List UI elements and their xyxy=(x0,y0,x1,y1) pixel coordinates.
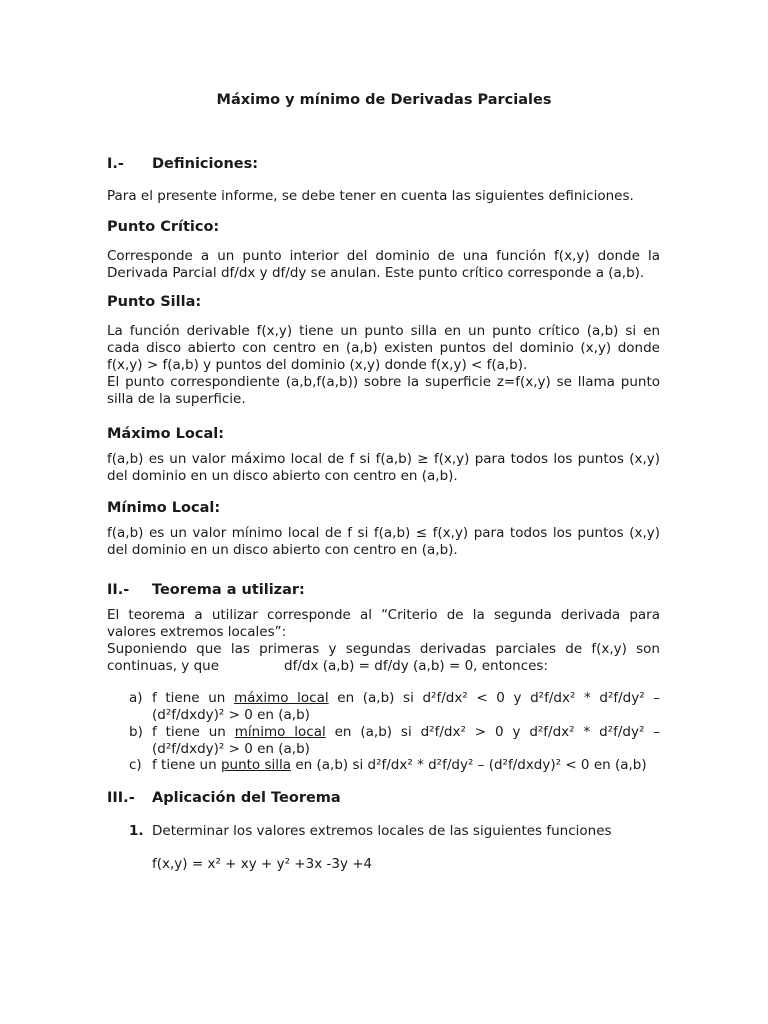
punto-critico-paragraph xyxy=(107,248,660,282)
section-2-title: Teorema a utilizar: xyxy=(152,582,305,598)
paragraph-line: cada disco abierto con centro en (a,b) existen puntos del dominio (x,y) donde xyxy=(107,340,660,356)
function-expression: f(x,y) = x² + xy + y² +3x -3y +4 xyxy=(152,856,373,872)
exercise-number: 1. xyxy=(129,823,144,839)
section-1-intro: Para el presente informe, se debe tener en cuenta las siguientes definiciones. xyxy=(107,188,634,204)
item-line: f tiene un mínimo local en (a,b) si d²f/dx² > 0 y d²f/dx² * d²f/dy² – xyxy=(152,724,660,740)
paragraph-line: f(a,b) es un valor mínimo local de f si f(a,b) ≤ f(x,y) para todos los puntos (x,y) xyxy=(107,525,660,541)
paragraph-line: f(x,y) > f(a,b) y puntos del dominio (x,y) donde f(x,y) < f(a,b). xyxy=(107,357,528,373)
minimo-local-term: mínimo local xyxy=(234,724,326,740)
exercise-text: Determinar los valores extremos locales de las siguientes funciones xyxy=(152,823,612,839)
section-1-title: Definiciones: xyxy=(152,156,259,172)
maximo-local-heading: Máximo Local: xyxy=(107,426,225,442)
paragraph-line: La función derivable f(x,y) tiene un punto silla en un punto crítico (a,b) si en xyxy=(107,323,660,339)
section-2-number: II.- xyxy=(107,582,130,598)
punto-silla-term: punto silla xyxy=(220,757,292,773)
paragraph-line: valores extremos locales”: xyxy=(107,624,287,640)
paragraph-line: Suponiendo que las primeras y segundas derivadas parciales de f(x,y) son xyxy=(107,641,660,657)
paragraph-line: silla de la superficie. xyxy=(107,391,246,407)
maximo-local-paragraph xyxy=(107,451,660,485)
theorem-condition: df/dx (a,b) = df/dy (a,b) = 0, entonces: xyxy=(284,658,549,674)
item-c-text xyxy=(152,757,660,774)
item-a-text xyxy=(152,690,660,724)
item-a-label: a) xyxy=(129,690,143,706)
paragraph-line: El teorema a utilizar corresponde al “Criterio de la segunda derivada para xyxy=(107,607,660,623)
paragraph-line: f(a,b) es un valor máximo local de f si f(a,b) ≥ f(x,y) para todos los puntos (x,y) xyxy=(107,451,660,467)
punto-silla-paragraph xyxy=(107,323,660,408)
section-3-title: Aplicación del Teorema xyxy=(152,790,341,806)
paragraph-line: del dominio en un disco abierto con centro en (a,b). xyxy=(107,468,458,484)
item-line: (d²f/dxdy)² > 0 en (a,b) xyxy=(152,707,310,723)
paragraph-line: Corresponde a un punto interior del dominio de una función f(x,y) donde la xyxy=(107,248,660,264)
paragraph-line: Derivada Parcial df/dx y df/dy se anulan. Este punto crítico corresponde a (a,b). xyxy=(107,265,645,281)
maximo-local-term: máximo local xyxy=(233,690,329,706)
item-b-text xyxy=(152,724,660,758)
punto-critico-heading: Punto Crítico: xyxy=(107,219,220,235)
minimo-local-paragraph xyxy=(107,525,660,559)
minimo-local-heading: Mínimo Local: xyxy=(107,500,221,516)
document-title: Máximo y mínimo de Derivadas Parciales xyxy=(216,92,552,108)
item-b-label: b) xyxy=(129,724,143,740)
item-c-label: c) xyxy=(129,757,142,773)
section-1-number: I.- xyxy=(107,156,124,172)
item-line: f tiene un punto silla en (a,b) si d²f/dx² * d²f/dy² – (d²f/dxdy)² < 0 en (a,b) xyxy=(152,757,647,773)
item-line: (d²f/dxdy)² > 0 en (a,b) xyxy=(152,741,310,757)
section-3-number: III.- xyxy=(107,790,135,806)
punto-silla-heading: Punto Silla: xyxy=(107,294,202,310)
paragraph-line: continuas, y que xyxy=(107,658,219,674)
paragraph-line: del dominio en un disco abierto con centro en (a,b). xyxy=(107,542,458,558)
paragraph-line: El punto correspondiente (a,b,f(a,b)) sobre la superficie z=f(x,y) se llama punto xyxy=(107,374,660,390)
item-line: f tiene un máximo local en (a,b) si d²f/dx² < 0 y d²f/dx² * d²f/dy² – xyxy=(152,690,661,706)
